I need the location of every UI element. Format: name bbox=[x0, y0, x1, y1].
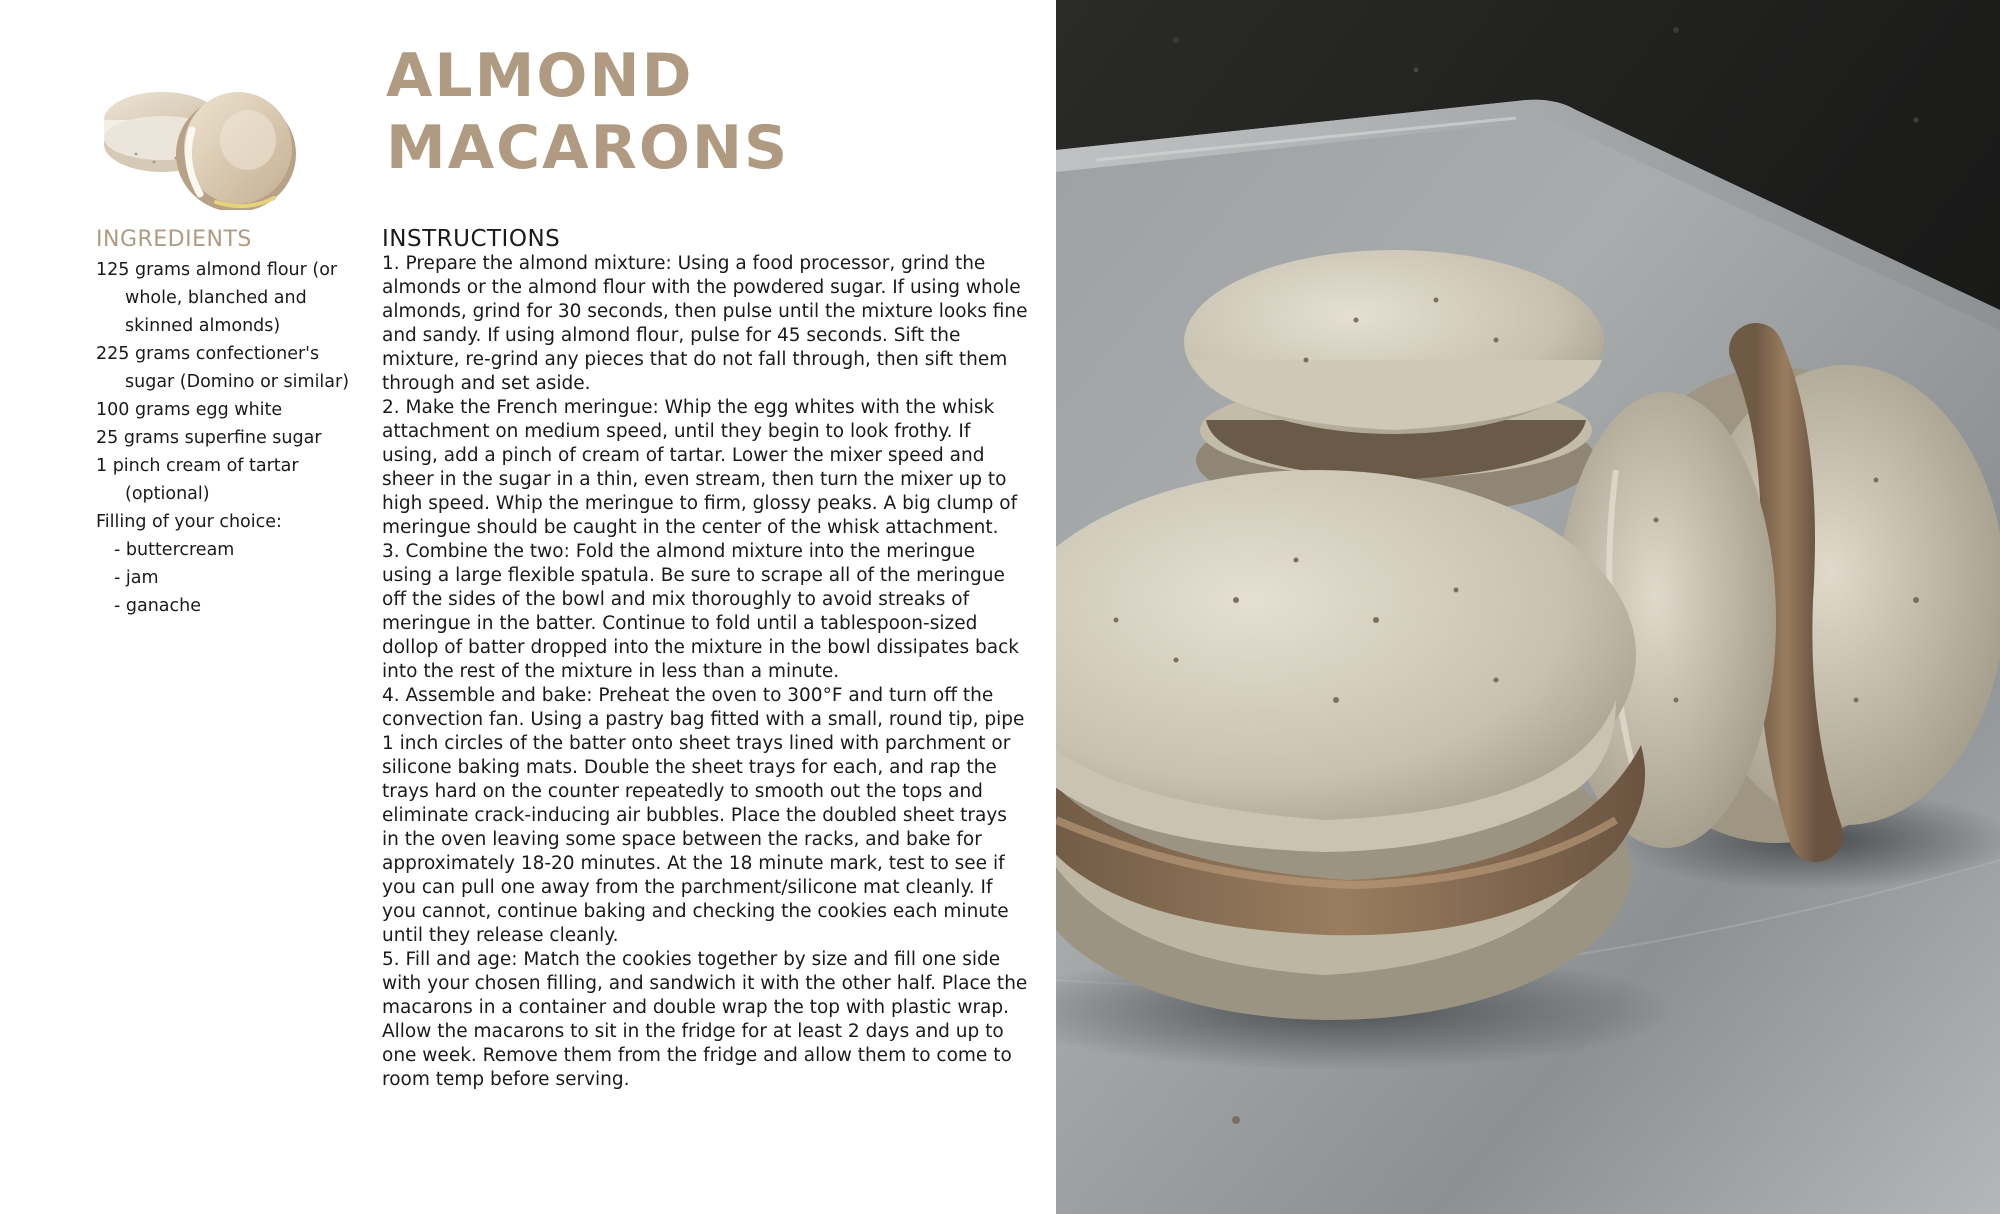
ingredient-item: 100 grams egg white bbox=[96, 400, 283, 420]
recipe-title-line: MACARONS bbox=[386, 113, 790, 183]
ingredient-item: Filling of your choice: bbox=[96, 512, 282, 532]
macarons-on-baking-tray-photo bbox=[1056, 0, 2000, 1214]
instruction-step: 3. Combine the two: Fold the almond mixture into the meringue using a large flexible spatula. Be sure to scrape all of the meringue off the sides of the bowl and mix thoroughly to avoid streaks of meringue in the batter. Continue to fold until a tablespoon-sized dollop of batter dropped into the mixture in the bowl dissipates back into the rest of the mixture in less than a minute. bbox=[382, 541, 1020, 682]
filling-option: - ganache bbox=[114, 596, 202, 616]
filling-option: - buttercream bbox=[114, 540, 235, 560]
ingredient-item: 1 pinch cream of tartar (optional) bbox=[96, 456, 299, 504]
instructions-body bbox=[382, 252, 1028, 1092]
instructions-heading: INSTRUCTIONS bbox=[382, 226, 561, 252]
recipe-title bbox=[386, 40, 789, 184]
filling-option: - jam bbox=[114, 568, 159, 588]
ingredients-heading: INGREDIENTS bbox=[96, 227, 252, 252]
instruction-step: 1. Prepare the almond mixture: Using a food processor, grind the almonds or the almond flour with the powdered sugar. If using whole almonds, grind for 30 seconds, then pulse until the mixture looks fine and sandy. If using almond flour, pulse for 45 seconds. Sift the mixture, re-grind any pieces that do not fall through, then sift them through and set aside. bbox=[382, 253, 1028, 394]
ingredients-list bbox=[96, 256, 366, 620]
ingredient-item: 225 grams confectioner's sugar (Domino or similar) bbox=[96, 344, 350, 392]
instruction-step: 5. Fill and age: Match the cookies together by size and fill one side with your chosen filling, and sandwich it with the other half. Place the macarons in a container and double wrap the top with plastic wrap. Allow the macarons to sit in the fridge for at least 2 days and up to one week. Remove them from the fridge and allow them to come to room temp before serving. bbox=[382, 949, 1028, 1090]
instruction-step: 4. Assemble and bake: Preheat the oven to 300°F and turn off the convection fan. Using a pastry bag fitted with a small, round tip, pipe 1 inch circles of the batter onto sheet trays lined with parchment or silicone baking mats. Double the sheet trays for each, and rap the trays hard on the counter repeatedly to smooth out the tops and eliminate crack-inducing air bubbles. Place the doubled sheet trays in the oven leaving some space between the racks, and bake for approximately 18-20 minutes. At the 18 minute mark, test to see if you can pull one away from the parchment/silicone mat cleanly. If you cannot, continue baking and checking the cookies each minute until they release cleanly. bbox=[382, 685, 1025, 946]
ingredient-item: 125 grams almond flour (or whole, blanched and skinned almonds) bbox=[96, 260, 338, 336]
instruction-step: 2. Make the French meringue: Whip the egg whites with the whisk attachment on medium speed, until they begin to look frothy. If using, add a pinch of cream of tartar. Lower the mixer speed and sheer in the sugar in a thin, even stream, then turn the mixer up to high speed. Whip the meringue to firm, glossy peaks. A big clump of meringue should be caught in the center of the whisk attachment. bbox=[382, 397, 1018, 538]
macaron-icon bbox=[96, 70, 310, 210]
recipe-title-line: ALMOND bbox=[386, 41, 694, 111]
ingredient-item: 25 grams superfine sugar bbox=[96, 428, 322, 448]
